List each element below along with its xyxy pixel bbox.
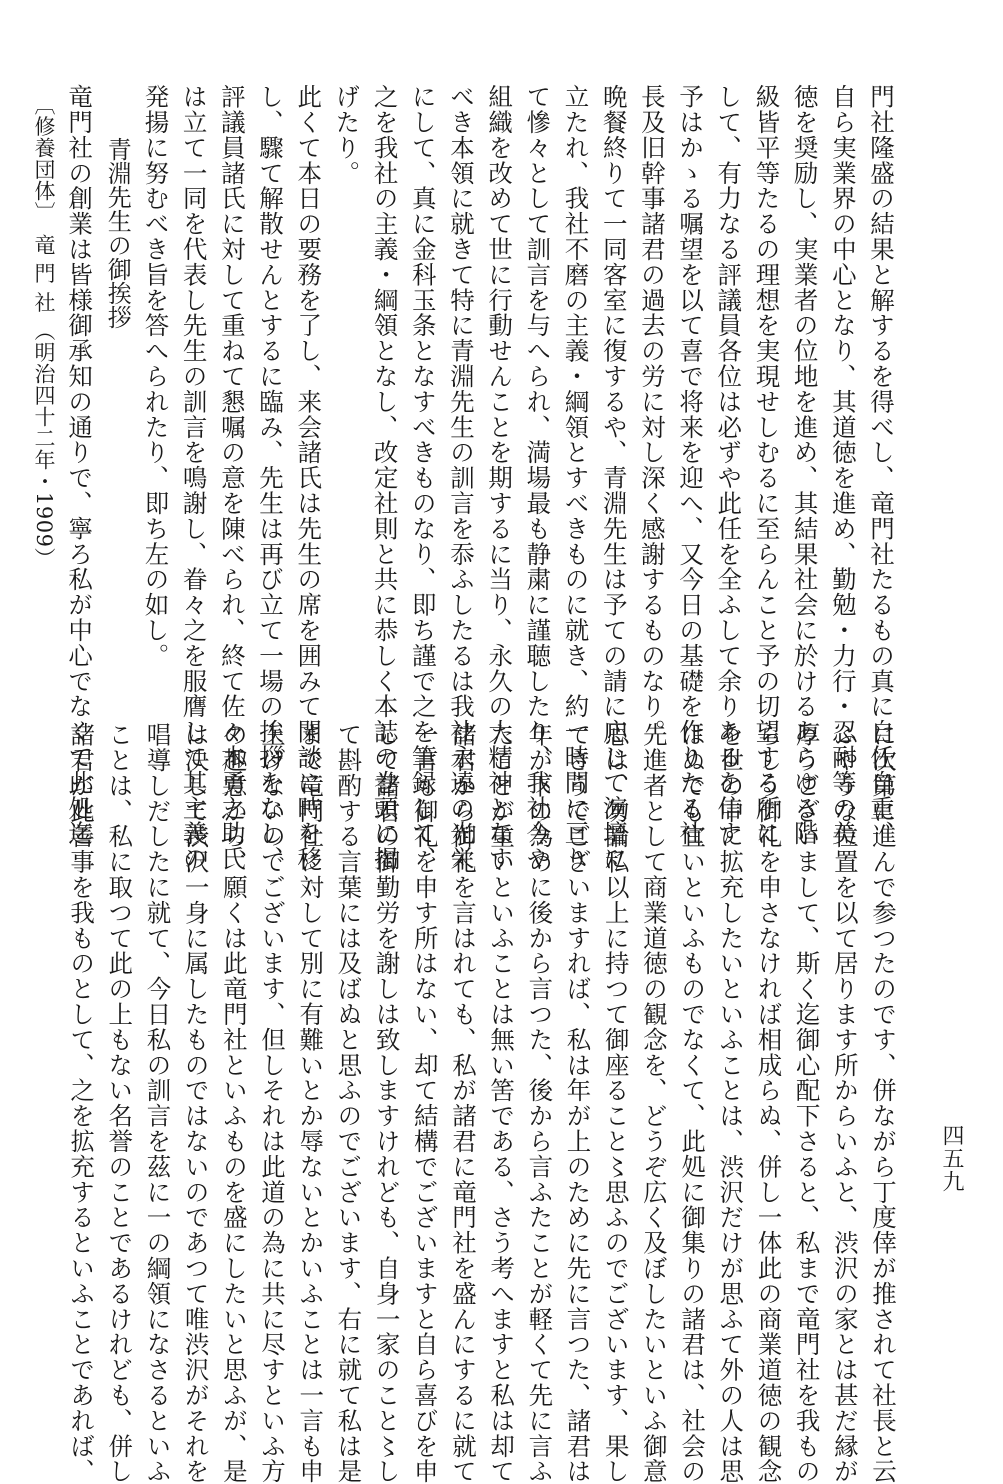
text-line: 年が下の為めに後から言つた、後から言ふたことが軽くて先に言ふ (525, 722, 555, 1484)
text-line: 級皆平等たるの理想を実現せしむるに至らんこと予の切望する所に (752, 84, 782, 846)
text-line: 組織を改めて世に行動せんことを期するに当り、永久の大精神となす (485, 84, 515, 872)
text-line: たことが重いといふことは無い筈である、さう考へますと私は却て (487, 722, 517, 1484)
text-line: 門社隆盛の結果と解するを得べし、竜門社たるもの真に自任自重、 (867, 84, 896, 846)
text-line: に次第に進んで参つたのです、併ながら丁度倖が推されて社長と云 (869, 722, 898, 1484)
text-line: て慘々として訓言を与へられ、満場最も静粛に謹聴したり、我社今や (523, 84, 553, 872)
text-line: てさうでございますれば、私は年が上のために先に言つた、諸君は (563, 722, 593, 1484)
text-line: は決して渋沢一身に属したものではないのであつて唯渋沢がそれを (181, 722, 211, 1484)
page-number: 四五九 (939, 1124, 964, 1193)
text-line: にして、真に金科玉条となすべきものなり、即ち謹で之を筆録して、 (408, 84, 438, 872)
section-heading: 青淵先生の御挨拶 (103, 136, 132, 329)
text-line: して諸君の御勤労を謝しは致しますけれども、自身一家のこと〻し (372, 722, 402, 1484)
text-line: 此くて本日の要務を了し、来会諸氏は先生の席を囲みて閑談に時を移 (294, 84, 324, 872)
text-line: げたり。 (332, 84, 362, 186)
text-line: 諸君から御礼を言はれても、私が諸君に竜門社を盛んにするに就て (448, 722, 478, 1484)
text-line: 徳を奨励し、実業者の位地を進め、其結果社会に於けるあらゆる階 (790, 84, 820, 846)
text-line: ことは、私に取つて此の上もない名誉のことであるけれども、併し (105, 722, 135, 1484)
text-line: の趣意から、願くは此竜門社といふものを盛にしたいと思ふが、是 (219, 722, 249, 1484)
text-line: を世の中に拡充したいといふことは、渋沢だけが思ふて外の人は思 (716, 722, 746, 1484)
text-line: し、驟て解散せんとするに臨み、先生は再び立て一場の挨拶をなし、 (256, 84, 285, 872)
text-line: 晩餐終りて一同客室に復するや、青淵先生は予ての請に応じて演壇に (599, 84, 629, 872)
text-line: はぬでも宜いといふものでなくて、此処に御集りの諸君は、社会の (678, 722, 708, 1484)
text-line: べき本領に就きて特に青淵先生の訓言を忝ふしたるは我社永遠の光栄 (446, 84, 476, 872)
text-line: 自ら実業界の中心となり、其道徳を進め、勤勉・力行・忍耐等の美 (828, 84, 858, 846)
text-line: 之を我社の主義・綱領となし、改定社則と共に恭しく本誌の巻頭に掲 (370, 84, 400, 872)
text-line: 一言も御礼を申す所はない、却て結構でございますと自ら喜びを申 (410, 722, 440, 1484)
text-line: 先進者として商業道徳の観念を、どうぞ広く及ぼしたいといふ御意 (639, 722, 669, 1484)
text-line: 思は、勿論私以上に持つて御座ること〻思ふのでございます、果し (601, 722, 631, 1484)
text-line: 竜門社の創業は皆様御承知の通りで、寧ろ私が中心でなくて此処迄 (65, 84, 95, 846)
text-line: 予はかゝる嘱望を以て喜で将来を迎へ、又今日の基礎を作りたる社 (676, 84, 706, 846)
upper-text-block (65, 84, 896, 872)
text-line: まで竜門社に対して別に有難いとか辱ないとかいふことは一言も申 (296, 722, 326, 1484)
text-line: 厚うございまして、斯く迄御心配下さると、私まで竜門社を我もの (792, 722, 822, 1484)
text-line: 発揚に努むべき旨を答へられたり、即ち左の如し。 (141, 84, 171, 669)
text-line: 上げないのでございます、但しそれは此道の為に共に尽すといふ方 (258, 722, 287, 1484)
text-line: らしう御礼を申さなければ相成らぬ、併し一体此の商業道徳の観念 (754, 722, 784, 1484)
text-line: 長及旧幹事諸君の過去の労に対し深く感謝するものなり。 (637, 84, 667, 745)
text-line: て斟酌する言葉には及ばぬと思ふのでございます、右に就て私は是 (334, 722, 364, 1484)
text-line: は立て一同を代表し先生の訓言を鳴謝し、眷々之を服膺して其主義の (179, 84, 209, 872)
text-line: ふやうな位置を以て居ります所からいふと、渋沢の家とは甚だ縁が (830, 722, 860, 1484)
text-line: 唱導しだしたに就て、今日私の訓言を茲に一の綱領になさるといふ (143, 722, 173, 1484)
text-line: 諸君が此善事を我ものとして、之を拡充するといふことであれば、 (67, 722, 97, 1484)
text-line: 立たれ、我社不磨の主義・綱領とすべきものに就き、約一時間に亘り (561, 84, 591, 872)
lower-text-block (67, 722, 898, 1484)
running-header: 〔修養団体〕 竜 門 社 （明治四十二年・1909） (32, 94, 56, 569)
text-line: して、有力なる評議員各位は必ずや此任を全ふして余りあるを信す (714, 84, 744, 846)
text-line: 評議員諸氏に対して重ねて懇嘱の意を陳べられ、終て佐々木勇之助氏 (217, 84, 247, 872)
